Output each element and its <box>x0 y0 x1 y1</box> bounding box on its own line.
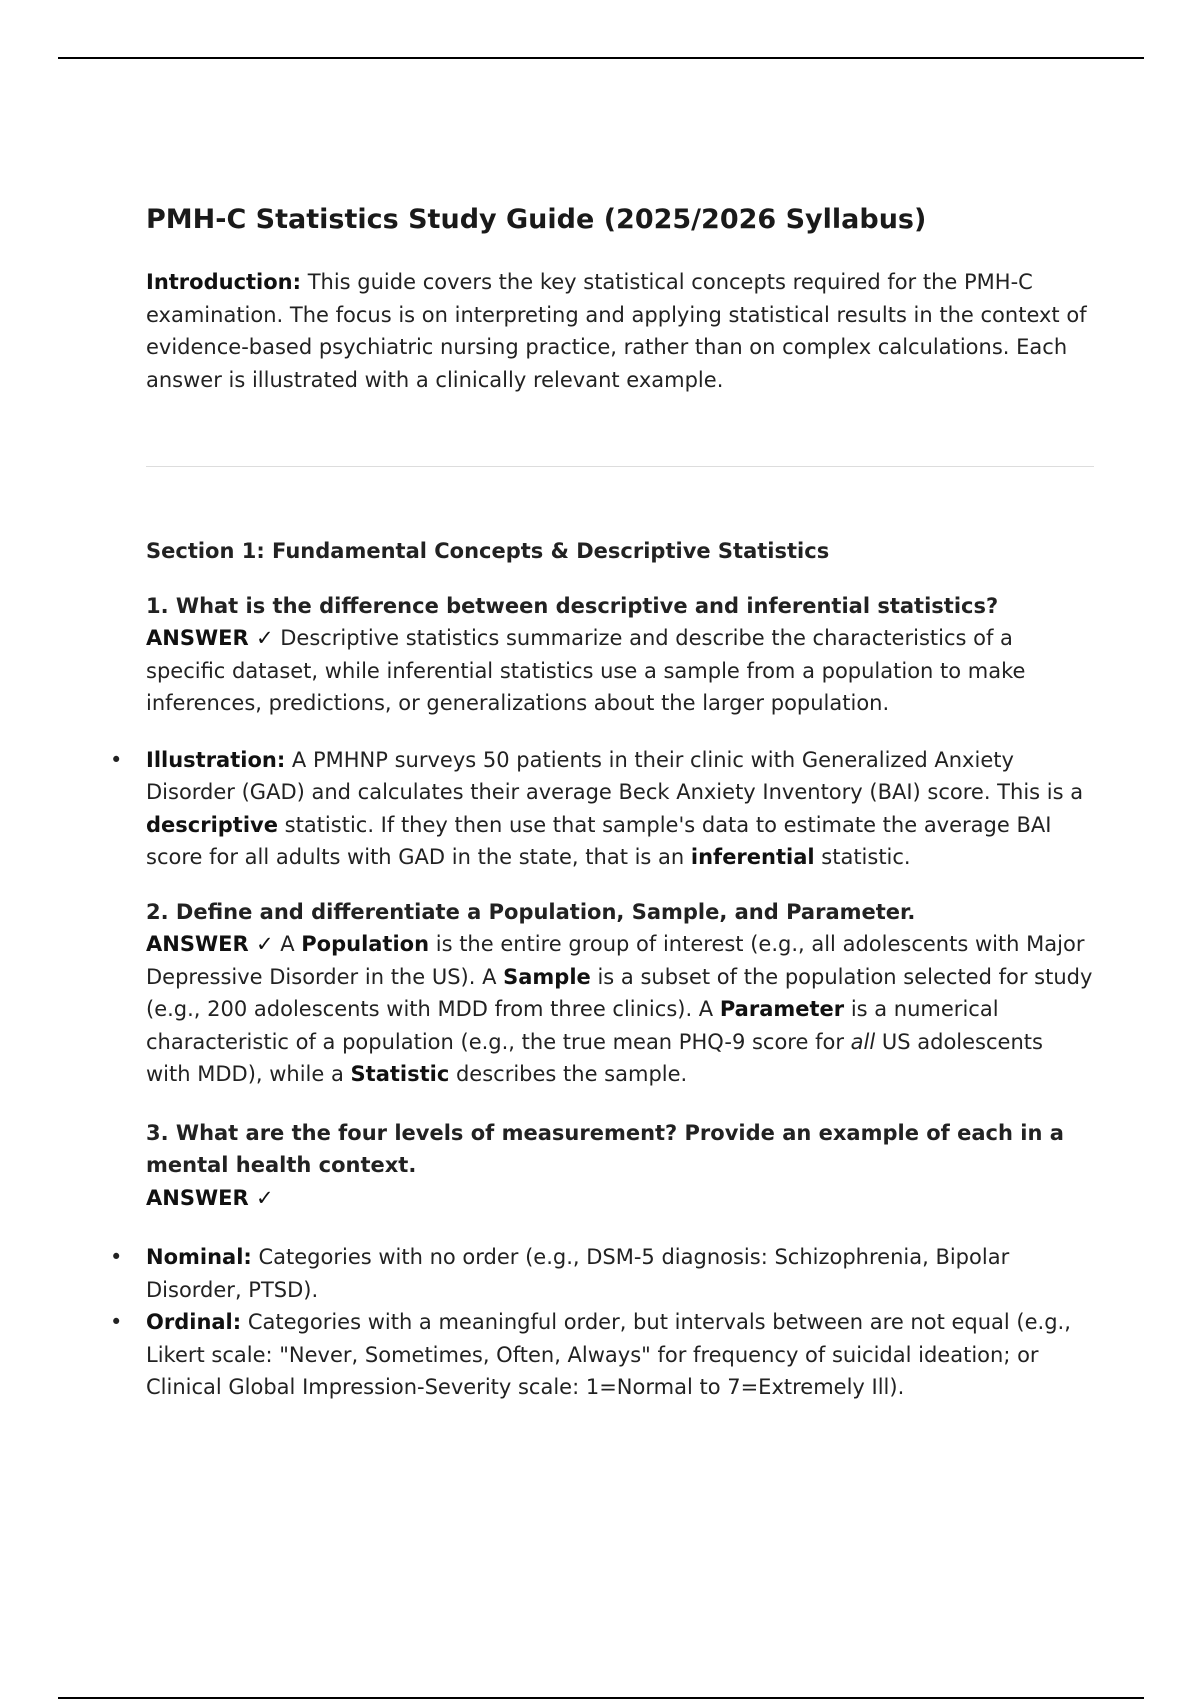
page-top-rule <box>58 57 1144 59</box>
bullet-icon: • <box>110 1245 123 1269</box>
term-statistic: Statistic <box>350 1062 450 1086</box>
question-2: 2. Define and differentiate a Population, Sample, and Parameter. <box>146 899 916 924</box>
illustration-text-3: statistic. <box>814 845 911 869</box>
bullet-icon: • <box>110 747 123 772</box>
measurement-levels-list <box>110 1241 1094 1404</box>
introduction-paragraph <box>146 266 1094 396</box>
question-1-block <box>146 590 1094 720</box>
answer-2-text-5: US adolescents with MDD), while a <box>146 1029 1043 1086</box>
level-text: Categories with a meaningful order, but intervals between are not equal (e.g., Likert scale: "Never, Sometimes, Often, Always" for frequency of suicidal ideation; or Clinical Global Impression-Severity scale: 1=Normal to 7=Extremely Ill). <box>146 1310 1071 1399</box>
document-title: PMH-C Statistics Study Guide (2025/2026 Syllabus) <box>146 204 927 235</box>
term-parameter: Parameter <box>719 997 845 1021</box>
answer-2-label: ANSWER ✓ <box>146 932 274 956</box>
illustration-label: Illustration: <box>146 747 286 772</box>
answer-2-text-2: is the entire group of interest (e.g., all adolescents with Major Depressive Disorder in the US). A <box>146 932 1085 989</box>
document-body <box>110 200 1094 1424</box>
illustration-bold-descriptive: descriptive <box>146 812 278 837</box>
term-population: Population <box>301 932 430 956</box>
question-3-block <box>146 1117 1094 1215</box>
answer-2-text-6: describes the sample. <box>449 1062 688 1086</box>
question-2-block <box>146 896 1094 1091</box>
illustration-bold-inferential: inferential <box>690 845 815 869</box>
term-sample: Sample <box>503 964 591 989</box>
illustration-text-2: statistic. If they then use that sample's data to estimate the average BAI score for all adults with GAD in the state, that is an <box>146 812 1052 869</box>
emphasis-all: all <box>850 1029 876 1054</box>
answer-1-label: ANSWER ✓ <box>146 626 274 650</box>
list-item <box>110 1306 1094 1404</box>
section-divider <box>146 466 1094 467</box>
answer-3-label: ANSWER ✓ <box>146 1185 274 1210</box>
level-text: Categories with no order (e.g., DSM-5 diagnosis: Schizophrenia, Bipolar Disorder, PTSD). <box>146 1245 1010 1302</box>
illustration-item <box>110 744 1094 874</box>
page-bottom-rule <box>58 1697 1144 1699</box>
answer-2-text-3: is a subset of the population selected for study (e.g., 200 adolescents with MDD from three clinics). A <box>146 964 1093 1021</box>
section-1-title: Section 1: Fundamental Concepts & Descriptive Statistics <box>146 539 830 563</box>
introduction-text: This guide covers the key statistical concepts required for the PMH-C examination. The focus is on interpreting and applying statistical results in the context of evidence-based psychiatric nursing practice, rather than on complex calculations. Each answer is illustrated with a clinically relevant example. <box>146 270 1087 392</box>
level-label: Nominal: <box>146 1245 252 1269</box>
introduction-label: Introduction: <box>146 270 302 294</box>
list-item <box>110 1241 1094 1306</box>
answer-2-text-4: is a numerical characteristic of a population (e.g., the true mean PHQ-9 score for <box>146 997 999 1054</box>
illustration-list <box>110 744 1094 874</box>
bullet-icon: • <box>110 1310 123 1334</box>
answer-2-text-1: A <box>273 932 302 956</box>
answer-2 <box>146 928 1094 1091</box>
illustration-text-1: A PMHNP surveys 50 patients in their clinic with Generalized Anxiety Disorder (GAD) and calculates their average Beck Anxiety Inventory (BAI) score. This is a <box>146 747 1084 804</box>
question-3: 3. What are the four levels of measurement? Provide an example of each in a mental health context. <box>146 1120 1064 1177</box>
answer-1 <box>146 622 1094 720</box>
level-label: Ordinal: <box>146 1310 242 1334</box>
answer-1-text: Descriptive statistics summarize and describe the characteristics of a specific dataset, while inferential statistics use a sample from a population to make inferences, predictions, or generalizations about the larger population. <box>146 626 1026 715</box>
question-1: 1. What is the difference between descriptive and inferential statistics? <box>146 593 999 618</box>
